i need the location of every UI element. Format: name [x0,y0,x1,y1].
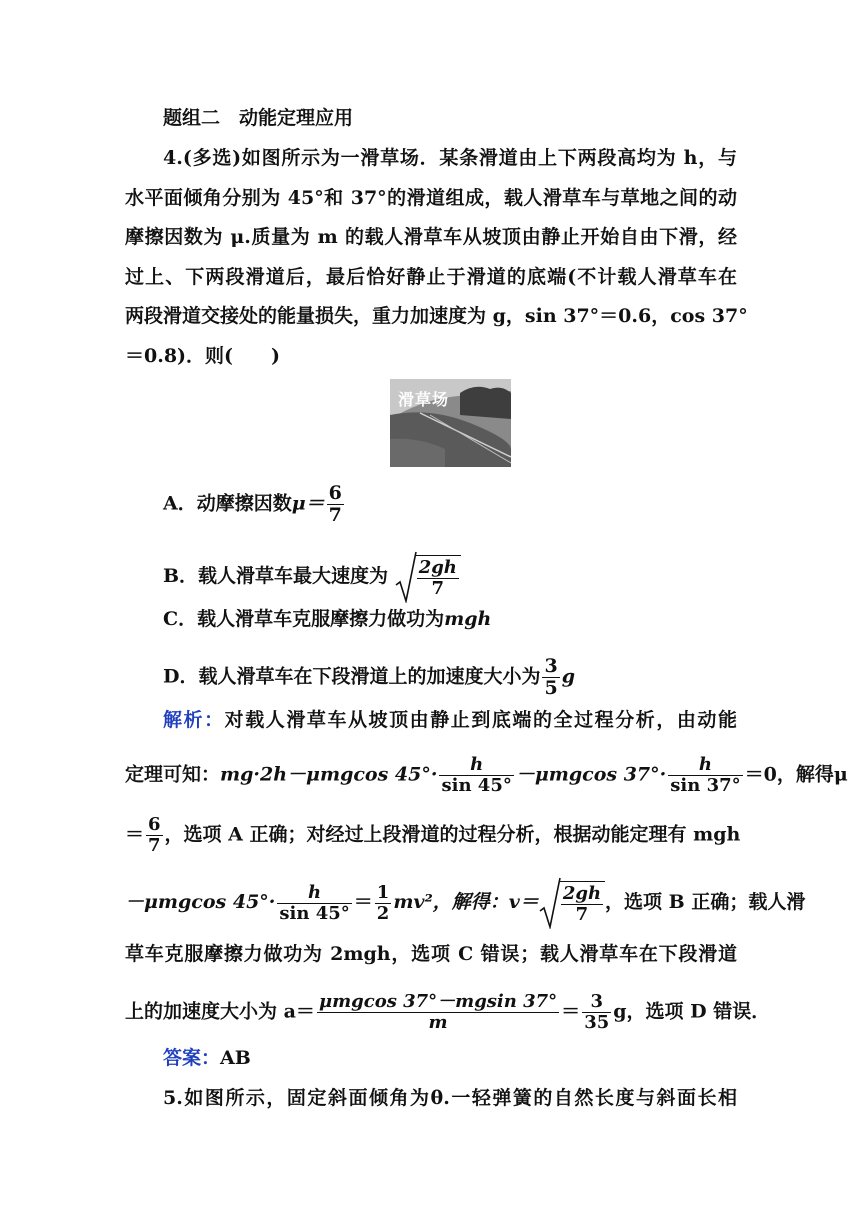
solution-line-6 [125,991,771,1033]
solution-line-3-frac [146,815,163,856]
radical-sign-icon [395,551,417,603]
frac-numerator: h [668,755,742,776]
solution-line-3 [125,814,741,856]
option-c-text: C．载人滑草车克服摩擦力做功为 [163,608,445,630]
option-d-numerator: 3 [544,655,558,677]
solution-line-2-a: 定理可知： [125,763,221,786]
frac-denominator: 2 [376,902,390,924]
solution-line-4-a: －μmgcos 45°· [125,891,276,913]
solution-line-2-b: mg·2h－μmgcos 45°· [220,763,438,786]
section-title: 题组二 动能定理应用 [163,107,354,129]
question-4-line-6: ＝0.8)．则( ) [125,345,281,367]
frac-denominator: 7 [575,904,589,925]
frac-denominator: sin 45° [441,774,512,796]
option-c [163,605,775,633]
option-a-numerator: 6 [328,482,342,504]
solution-line-4-sqrt-frac [561,884,603,925]
solution-line-6-frac-2 [582,992,611,1033]
option-d-fraction [542,656,559,699]
option-b-sqrt [395,551,461,603]
radical-sign-icon [539,877,561,929]
solution-line-3-a: ＝ [125,823,145,846]
frac-numerator: 3 [582,992,611,1013]
answer-value: AB [220,1047,251,1069]
frac-denominator: m [428,1011,448,1033]
solution-line-4 [125,877,806,929]
question-4-line-2: 水平面倾角分别为 45°和 37°的滑道组成，载人滑草车与草地之间的动 [125,187,737,209]
option-b-fraction [417,558,459,599]
solution-line-4-frac-2 [375,883,392,924]
option-d-denominator: 5 [544,676,558,699]
solution-line-2-frac-2 [668,755,742,796]
solution-line-6-a: 上的加速度大小为 a＝ [125,1000,315,1023]
grass-slide-photo [390,379,511,467]
question-4-line-1: 4.(多选)如图所示为一滑草场．某条滑道由上下两段高均为 h，与 [163,147,737,169]
solution-line-4-d: ，选项 B 正确；载人滑 [605,891,806,913]
solution-line-2 [125,754,848,796]
solution-line-2-frac-1 [439,755,513,796]
solution-line-1-text: 对载人滑草车从坡顶由静止到底端的全过程分析，由动能 [224,709,737,731]
solution-line-4-sqrt [539,877,605,929]
question-4-line-5: 两段滑道交接处的能量损失，重力加速度为 g，sin 37°＝0.6，cos 37° [125,305,748,327]
frac-numerator: h [277,883,351,904]
frac-denominator: 35 [584,1011,610,1033]
solution-line-6-frac-1 [317,992,559,1033]
solution-label: 解析： [163,709,225,731]
solution-line-4-c: mv²，解得：v＝ [393,891,539,913]
option-a [163,483,775,526]
solution-line-3-b: ，选项 A 正确；对经过上段滑道的过程分析，根据动能定理有 mgh [164,823,741,846]
option-b-text: B．载人滑草车最大速度为 [163,565,389,587]
frac-numerator: h [439,755,513,776]
option-a-denominator: 7 [328,503,342,526]
option-d-text: D．载人滑草车在下段滑道上的加速度大小为 [163,665,541,688]
solution-line-2-c: －μmgcos 37°· [515,763,667,786]
option-b-numerator: 2gh [418,557,457,579]
frac-denominator: sin 45° [279,902,350,924]
option-c-expr: mgh [444,608,492,630]
answer-line [163,1044,775,1072]
solution-line-6-b: ＝ [561,1000,581,1023]
answer-label: 答案： [163,1047,221,1069]
option-b-denominator: 7 [431,578,445,599]
solution-line-2-d: ＝0，解得μ [744,763,848,786]
frac-numerator: 6 [148,814,161,835]
question-4-line-3: 摩擦因数为 μ.质量为 m 的载人滑草车从坡顶由静止开始自由下滑，经 [125,226,737,248]
solution-line-4-b: ＝ [353,891,373,913]
option-d [163,656,775,699]
frac-denominator: 7 [148,834,161,856]
solution-line-4-frac-1 [277,883,351,924]
question-4-line-4: 过上、下两段滑道后，最后恰好静止于滑道的底端(不计载人滑草车在 [125,266,737,288]
solution-line-1 [163,706,737,734]
frac-denominator: sin 37° [670,774,741,796]
option-a-text: A．动摩擦因数 [163,492,292,515]
option-a-fraction [327,483,344,526]
photo-sign-label: 滑草场 [398,390,450,409]
frac-numerator: 1 [376,881,390,903]
solution-line-6-c: g，选项 D 错误． [613,1000,771,1023]
frac-numerator: 2gh [562,883,602,905]
solution-line-5: 草车克服摩擦力做功为 2mgh，选项 C 错误；载人滑草车在下段滑道 [125,943,737,965]
option-b [163,551,775,603]
option-a-var: μ＝ [291,492,325,515]
frac-numerator: μmgcos 37°－mgsin 37° [318,991,558,1012]
question-5-line-1: 5.如图所示，固定斜面倾角为θ.一轻弹簧的自然长度与斜面长相 [163,1087,737,1109]
option-d-var: g [561,665,576,688]
